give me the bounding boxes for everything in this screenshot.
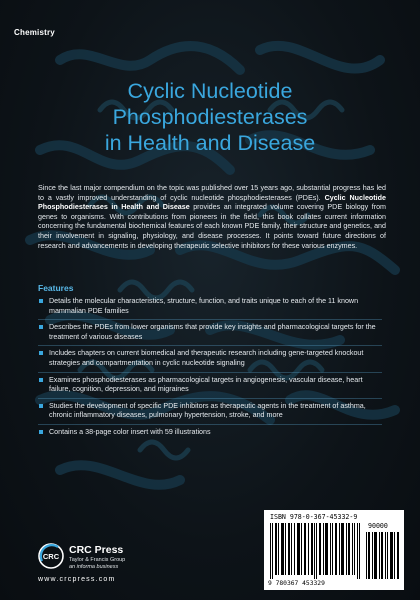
- category-label: Chemistry: [14, 28, 55, 37]
- book-title: [40, 78, 380, 156]
- isbn-text: ISBN 978-0-367-45332-9: [270, 513, 358, 521]
- square-bullet-icon: [39, 430, 43, 434]
- barcode-box: [264, 510, 404, 590]
- feature-text: Examines phosphodiesterases as pharmacological targets in angiogenesis, vascular disease, heart failure, cognition, depression, and migraines: [49, 375, 363, 394]
- feature-item: [38, 345, 382, 371]
- description-body: provides an integrated volume covering PDE biology from genes to organisms. With contributions from pioneers in the field, this book collates current information concerning the fundamental biochemical features of each known PDE family, their structure and genetics, and their involvement in signaling, physiology, and disease processes. It points toward future directions of research and advancements in developing therapeutic selective inhibitors for these various enzymes.: [38, 203, 386, 250]
- price-code-text: 90000: [368, 522, 388, 530]
- feature-text: Describes the PDEs from lower organisms that provide key insights and pharmacological targets for the treatment of various diseases: [49, 323, 376, 341]
- title-line-1: Cyclic Nucleotide: [127, 79, 293, 103]
- description-bold-title: Cyclic Nucleotide Phosphodiesterases in Health and Disease: [38, 193, 386, 212]
- title-line-2: Phosphodiesterases: [112, 105, 308, 129]
- square-bullet-icon: [39, 404, 43, 408]
- publisher-website: www.crcpress.com: [38, 576, 116, 583]
- publisher-group: Taylor & Francis Group: [69, 557, 126, 563]
- crc-press-logo-icon: [38, 543, 64, 569]
- crc-logo-text: CRC: [42, 552, 60, 561]
- feature-text: Contains a 38-page color insert with 59 illustrations: [49, 427, 211, 436]
- feature-item: [38, 319, 382, 345]
- title-line-3: in Health and Disease: [104, 131, 316, 155]
- book-description: [38, 184, 386, 251]
- features-heading: Features: [38, 283, 74, 293]
- ean-number-text: 9 780367 453329: [268, 580, 325, 587]
- square-bullet-icon: [39, 299, 43, 303]
- feature-text: Studies the development of specific PDE inhibitors as therapeutic agents in the treatment of asthma, chronic inflammatory diseases, pulmonary hypertension, stroke, and more: [49, 401, 366, 420]
- feature-item: [38, 372, 382, 398]
- feature-item: [38, 296, 382, 319]
- feature-text: Includes chapters on current biomedical and therapeutic research including gene-targeted knockout strategies and compartmentation in cyclic nucleotide signaling: [49, 349, 364, 367]
- publisher-name: CRC Press: [69, 544, 124, 556]
- feature-item: [38, 398, 382, 424]
- addon-barcode-icon: [366, 532, 400, 579]
- ean-barcode-icon: [270, 523, 360, 579]
- feature-text: Details the molecular characteristics, structure, function, and traits unique to each of the 11 known mammalian PDE families: [49, 297, 359, 315]
- description-intro: Since the last major compendium on the topic was published over 15 years ago, substantial progress has led to a vastly improved understanding of cyclic nucleotide phosphodiesterases (PDEs).: [38, 184, 386, 202]
- square-bullet-icon: [39, 351, 43, 355]
- square-bullet-icon: [39, 378, 43, 382]
- square-bullet-icon: [39, 325, 43, 329]
- feature-item: [38, 424, 382, 441]
- features-list: [38, 296, 382, 441]
- publisher-business: an informa business: [69, 564, 119, 570]
